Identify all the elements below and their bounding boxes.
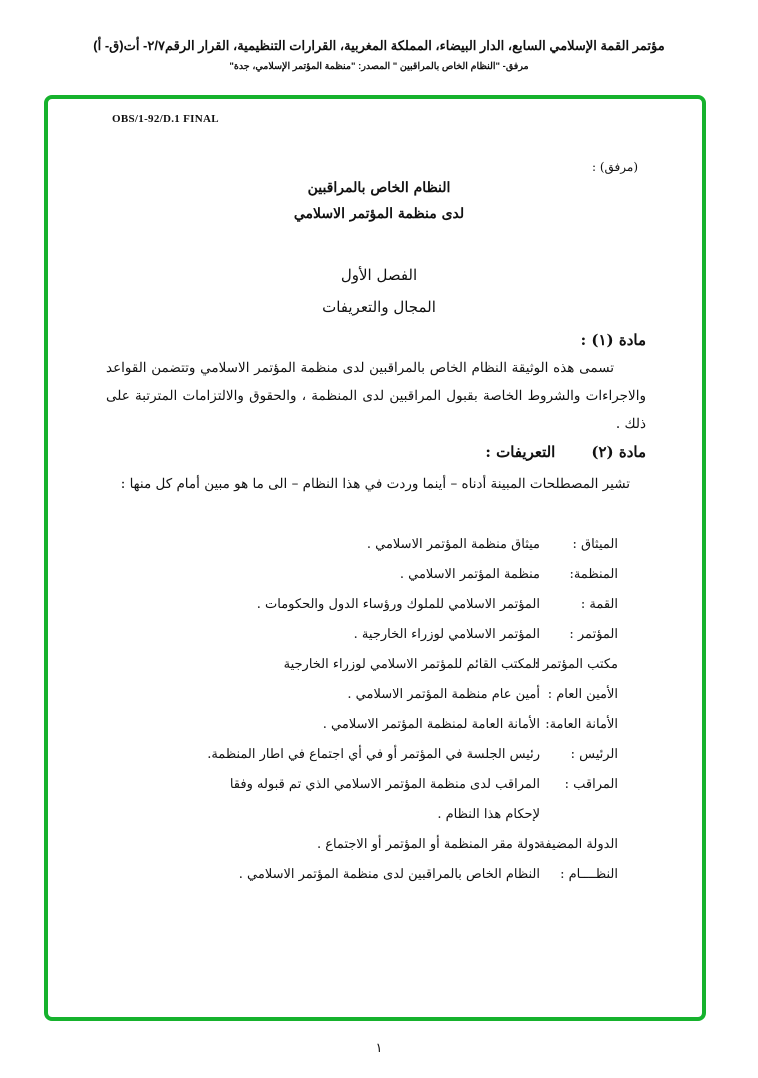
definition-term: الأمين العام : (547, 687, 618, 702)
definition-term: الدولة المضيفة: (534, 837, 618, 852)
definition-term: الميثاق : (572, 537, 618, 552)
definition-value: النظام الخاص بالمراقبين لدى منظمة المؤتمر الاسلامي . (238, 867, 540, 882)
definitions-list (198, 530, 618, 890)
definition-item (198, 590, 618, 620)
definition-term: الأمانة العامة: (545, 717, 618, 732)
definition-item (198, 770, 618, 830)
definition-value: المؤتمر الاسلامي للملوك ورؤساء الدول والحكومات . (256, 597, 540, 612)
definition-item (198, 650, 618, 680)
document-reference: OBS/1-92/D.1 FINAL (112, 113, 219, 125)
article-1-heading: مادة (١) : (580, 331, 646, 349)
definition-item (198, 860, 618, 890)
definition-value: المراقب لدى منظمة المؤتمر الاسلامي الذي تم قبوله وفقا لإحكام هذا النظام . (229, 777, 540, 822)
article-1-text: تسمى هذه الوثيقة النظام الخاص بالمراقبين لدى منظمة المؤتمر الاسلامي وتتضمن القواعد والاجراءات والشروط الخاصة بقبول المراقبين لدى المنظمة ، والحقوق والالتزامات المترتبة على ذلك . (106, 360, 646, 432)
definition-item (198, 740, 618, 770)
article-2-title: التعريفات : (485, 443, 556, 461)
header-line-2: مرفق- "النظام الخاص بالمراقبين " المصدر: "منظمة المؤتمر الإسلامي، جدة" (229, 61, 529, 72)
article-2-intro: تشير المصطلحات المبينة أدناه – أينما وردت في هذا النظام – الى ما هو مبين أمام كل منها : (120, 476, 630, 492)
definition-term: المؤتمر : (569, 627, 618, 642)
document-title: النظام الخاص بالمراقبين (307, 180, 451, 196)
article-2-heading (485, 443, 646, 461)
definition-value: ميثاق منظمة المؤتمر الاسلامي . (366, 537, 540, 552)
page-number: ١ (375, 1041, 383, 1056)
chapter-subtitle: المجال والتعريفات (322, 298, 436, 316)
header-line-1: مؤتمر القمة الإسلامي السابع، الدار البيضاء، المملكة المغربية، القرارات التنظيمية، القرار الرقم٢/٧- أت(ق- أ) (93, 38, 665, 53)
definition-term: الرئيس : (570, 747, 618, 762)
definition-term: القمة : (580, 597, 618, 612)
document-subtitle: لدى منظمة المؤتمر الاسلامي (293, 206, 465, 222)
definition-value: دولة مقر المنظمة أو المؤتمر أو الاجتماع . (316, 837, 540, 852)
annex-label: (مرفق) : (591, 160, 638, 174)
definition-item (198, 530, 618, 560)
definition-term: المراقب : (564, 777, 618, 792)
definition-item (198, 620, 618, 650)
chapter-heading: الفصل الأول (340, 266, 418, 284)
article-2-number: مادة (٢) (591, 443, 646, 461)
definition-term: مكتب المؤتمر : (534, 657, 618, 672)
definition-item (198, 830, 618, 860)
definition-term: المنظمة: (569, 567, 618, 582)
definition-item (198, 680, 618, 710)
definition-value: المكتب القائم للمؤتمر الاسلامي لوزراء الخارجية (283, 657, 540, 672)
definition-value: أمين عام منظمة المؤتمر الاسلامي . (347, 687, 540, 702)
definition-value: المؤتمر الاسلامي لوزراء الخارجية . (353, 627, 540, 642)
definition-value: منظمة المؤتمر الاسلامي . (399, 567, 540, 582)
definition-term: النظــــام : (560, 867, 618, 882)
definition-value: رئيس الجلسة في المؤتمر أو في أي اجتماع في اطار المنظمة. (207, 747, 540, 762)
definition-item (198, 560, 618, 590)
definition-item (198, 710, 618, 740)
definition-value: الأمانة العامة لمنظمة المؤتمر الاسلامي . (322, 717, 540, 732)
